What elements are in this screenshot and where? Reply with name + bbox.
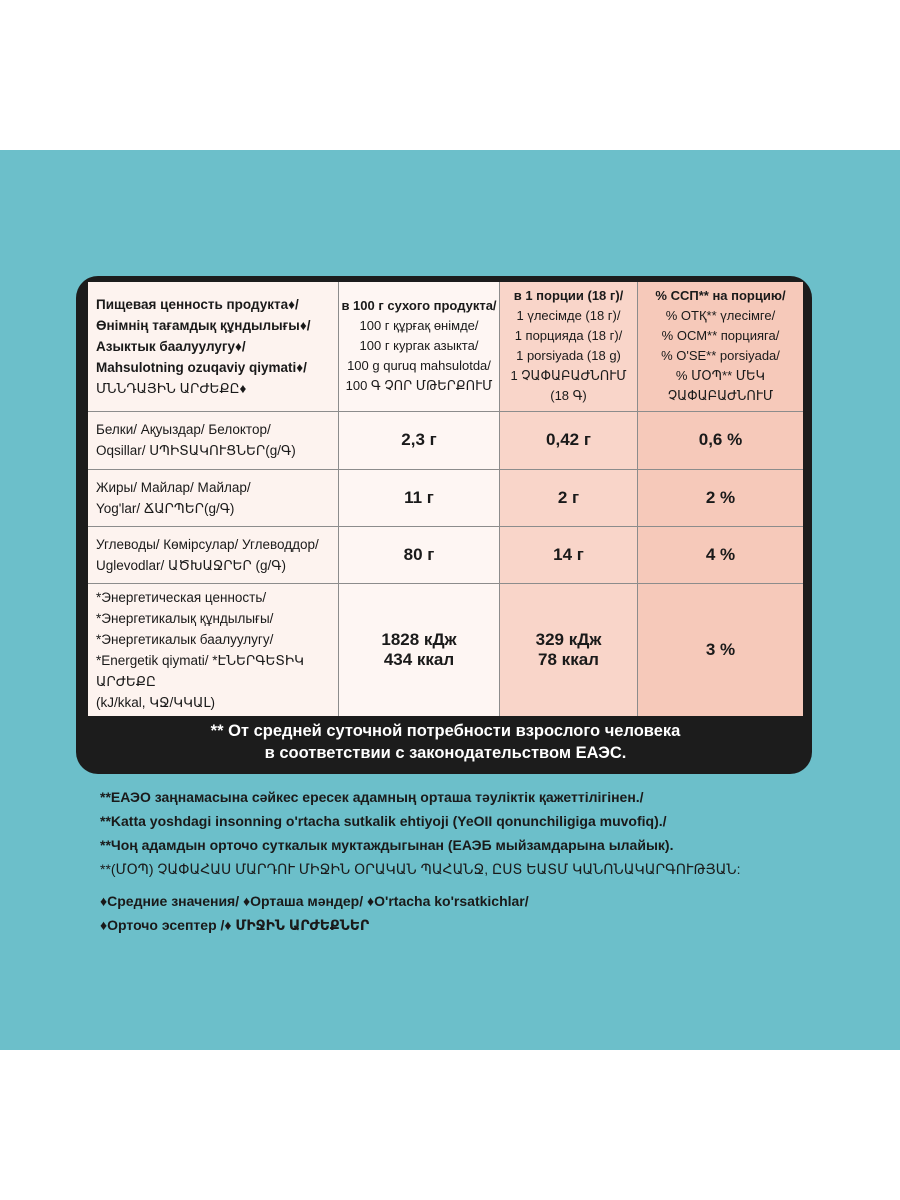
table-row-protein: [88, 411, 803, 469]
footnotes: [100, 785, 840, 937]
value-per-portion: 329 кДж 78 ккал: [500, 584, 638, 716]
nutrition-table: [88, 282, 803, 716]
table-row-energy: [88, 584, 803, 716]
value-per-100g: 2,3 г: [339, 411, 500, 469]
row-label: Белки/ Ақуыздар/ Белоктор/ Oqsillar/ ՍՊԻՏԱԿՈՒՑՆԵՐ(g/Գ): [88, 411, 339, 469]
header-per-100g: в 100 г сухого продукта/ 100 г құрғақ өнімде/ 100 г кургак азыкта/ 100 g quruq mahsulotda/ 100 Գ ՉՈՐ ՄԹԵՐՔՈՒՄ: [339, 282, 500, 411]
table-row-fat: [88, 469, 803, 527]
table-header-row: [88, 282, 803, 411]
value-percent: 0,6 %: [638, 411, 804, 469]
value-per-100g: 11 г: [339, 469, 500, 527]
row-label: Жиры/ Майлар/ Майлар/ Yog'lar/ ՃԱՐՊԵՐ(g/Գ): [88, 469, 339, 527]
header-percent-daily: % ССП** на порцию/ % ОТҚ** үлесімге/ % ОСМ** порцияга/ % O'SE** porsiyada/ % ՄՕՊ** ՄԵԿ ՉԱՓԱԲԱԺՆՈՒՄ: [638, 282, 804, 411]
value-per-portion: 0,42 г: [500, 411, 638, 469]
header-per-portion: в 1 порции (18 г)/ 1 үлесімде (18 г)/ 1 порцияда (18 г)/ 1 porsiyada (18 g) 1 ՉԱՓԱԲԱԺՆՈՒՄ (18 Գ): [500, 282, 638, 411]
table-row-carbs: [88, 527, 803, 584]
row-label: *Энергетическая ценность/ *Энергетикалық құндылығы/ *Энергетикалык баалуулугу/ *Energetik qiymati/ *ԷՆԵՐԳԵՏԻԿ ԱՐԺԵՔԸ (kJ/kkal, ԿՋ/ԿԿԱԼ): [88, 584, 339, 716]
footnote: **Katta yoshdagi insonning o'rtacha sutkalik ehtiyoji (YeOII qonunchiligiga muvofiq)./: [100, 813, 667, 829]
header-nutrition-value: Пищевая ценность продукта♦/ Өнімнің тағамдық құндылығы♦/ Азыктык баалуулугу♦/ Mahsulotning ozuqaviy qiymati♦/ ՄՆՆԴԱՅԻՆ ԱՐԺԵՔԸ♦: [88, 282, 339, 411]
value-per-100g: 1828 кДж 434 ккал: [339, 584, 500, 716]
legend-line: ♦Средние значения/ ♦Орташа мәндер/ ♦O'rtacha ko'rsatkichlar/: [100, 893, 529, 909]
footnote: **ЕАЭО заңнамасына сәйкес ересек адамның орташа тәуліктік қажеттілігінен./: [100, 789, 644, 805]
footnote: **Чоң адамдын орточо суткалык муктаждыгынан (ЕАЭБ мыйзамдарына ылайык).: [100, 837, 674, 853]
footnote: **(ՄՕՊ) ՉԱՓԱՀԱՍ ՄԱՐԴՈՒ ՄԻՋԻՆ ՕՐԱԿԱՆ ՊԱՀԱՆՋ, ԸՍՏ ԵԱՏՄ ԿԱՆՈՆԱԿԱՐԳՈՒԹՅԱՆ:: [100, 861, 741, 877]
value-percent: 2 %: [638, 469, 804, 527]
row-label: Углеводы/ Көмірсулар/ Углеводдор/ Uglevodlar/ ԱԾԽԱՋՐԵՐ (g/Գ): [88, 527, 339, 584]
value-percent: 4 %: [638, 527, 804, 584]
daily-need-note: ** От средней суточной потребности взрослого человека в соответствии с законодательством ЕАЭС.: [210, 722, 681, 762]
value-per-portion: 2 г: [500, 469, 638, 527]
value-per-portion: 14 г: [500, 527, 638, 584]
value-per-100g: 80 г: [339, 527, 500, 584]
value-percent: 3 %: [638, 584, 804, 716]
legend-line: ♦Орточо эсептер /♦ ՄԻՋԻՆ ԱՐԺԵՔՆԵՐ: [100, 917, 370, 933]
